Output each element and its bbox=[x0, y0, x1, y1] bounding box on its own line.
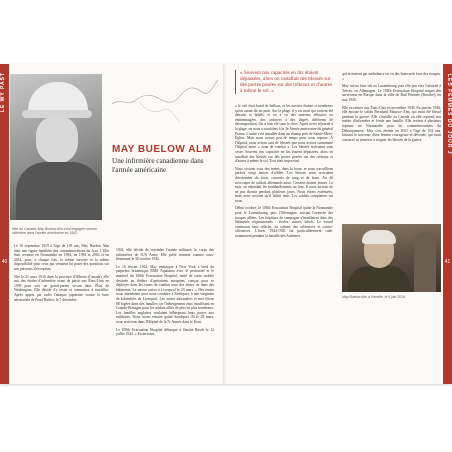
paragraph: Le 16 février 1944, May embarque à New York à bord du paquebot britannique RMS Aquitania avec le personnel et le matériel du 108th Evacuation Hospital, unité de soins mobile destinée au théâtre d'opérations européen, conçue pour se déployer dans les zones de combat sous des tentes ou dans des bâtiments. Le navire arrive à Liverpool le 23 mars. « Des tentes nous attendaient pour nous conduire à Southport, à une vingtaine de kilomètres de Liverpool. Les autres infirmières et moi étions 88 logées dans des familles car l'hébergement était insuffisant en Grande-Bretagne pour les soldats alliés de plus en plus nombreux. Les familles anglaises voulaient hébergeant leurs portes aux militaires. Nous avons ensuite quitté Southport. Et le 29 mars, nous arrivions dans l'Hôpital de la 7e Armée dans le Kent. bbox=[116, 264, 214, 324]
paragraph: qui arrivaient par ambulance ou en des brancards hors des troupes. » bbox=[342, 72, 441, 81]
nurse-uniform bbox=[16, 162, 102, 220]
paragraph: 1941, elle décide de rejoindre l'armée militaire, le corps des infirmières de l'US Army. Elle prête serment comme sous-lieutenant le 30 octobre 1942. bbox=[116, 248, 214, 262]
chapter-subtitle: Une infirmière canadienne dans l'armée américaine bbox=[112, 157, 204, 174]
person-name-heading: MAY BUELOW ALM bbox=[112, 144, 212, 155]
left-column-1 bbox=[14, 244, 109, 305]
paragraph: « le ciel était lourd de ballons, et les navires étaient si nombreux qu'on aurait dit un pont. Sur la plage, il y en avait qui avaient été détruits et brûlés, et on a vu des maisons détruites ou endommagées, des cadavres à des degrés différents de décomposition. On a tous été sous le choc. Après avoir séjourné à la plage, on nous a conduites à la 3e Armée américaine du général Patton. L'unité s'est installée dans un champ près de Sainte-Mère-Église. Mais nous avions peu de temps pour nous reposer. À l'hôpital, nous avions tant de blessés que nous avions surnommé l'hôpital notre « zone de combat ». Les blessés arrivaient sans cesse. Souvent nos capacités en lits étaient dépassées, alors on installait des blessés sur des portes posées sur des tréteaux et d'autres à même le sol. Tout était improvisé. bbox=[235, 104, 333, 164]
right-column-1 bbox=[235, 104, 333, 242]
right-page bbox=[226, 64, 452, 384]
paragraph: Début octobre, le 108th Evacuation Hospital quitte la Normandie pour le Luxembourg, puis l'Allemagne, suivant l'avancée des troupes alliées. Les hôpitaux de campagne s'installaient dans des bâtiments réquisitionnés : écoles, usines, hôtels. Le travail continuait sans relâche, au rythme des offensives et contre-offensives. L'hiver 1944-1945 fut particulièrement rude, notamment pendant la bataille des Ardennes. bbox=[235, 206, 333, 239]
paragraph: May suivra bien sûr au Luxembourg puis elle peu vers Leisured à Trèves, en Allemagne. Le 108th Evacuation Hospital soigne des survivants en Europe dans la ville de Bad Wiessee (Bavière), en mai 1945. bbox=[342, 84, 441, 102]
left-edge-strip bbox=[0, 64, 9, 384]
right-column-2 bbox=[342, 72, 441, 145]
background-person bbox=[414, 232, 436, 292]
right-edge-text: LES FEMMES DU JOUR J bbox=[446, 74, 452, 155]
white-hair bbox=[362, 230, 396, 244]
left-page bbox=[0, 64, 224, 384]
portrait-caption: Née au Canada, May Buelow Alm s'est engagée comme infirmière dans l'armée américaine en 1942. bbox=[12, 227, 97, 236]
paragraph: Le 16 septembre 1919 à l'âge de 103 ans, May Buelow Alm était une figure familière des commémorations du Jour J. Elle était revenue en Normandie en 1994, en 1994 et 2004 et en 2014, pour, à chaque fois, la même ouverte et la même disponibilité pour ceux qui venaient lui poser des questions sur son parcours d'exception. bbox=[14, 244, 109, 271]
photo-caption-2014: May Buelow Alm à Vierville, le 6 juin 2014. bbox=[342, 295, 406, 299]
paragraph: Elle va rentrer aux États-Unis en novembre 1945. En janvier 1946, elle épouse le soldat Bernhard Maurice Alm, qui avait été blessé pendant la guerre. Elle s'installe au Canada où elle reprend son métier d'infirmière et fonde une famille. Elle revient à plusieurs reprises en Normandie pour les commémorations du Débarquement. May s'est éteinte en 2021 à l'âge de 104 ans, laissant le souvenir d'une femme courageuse et dévouée, qui avait consacré sa jeunesse à soigner les blessés de la guerre. bbox=[342, 105, 441, 142]
paragraph: Née le 21 mars 1916 dans la province d'Alberta (Canada), elle suit des études d'infirmière avant de partir aux États-Unis en 1939 pour voir un grand-parent vivant dans l'État de Washington. Elle décide d'y rester et commence à travailler. Après appris par radio l'attaque japonaise contre la base aéronavale de Pearl Harbor, le 7 décembre bbox=[14, 274, 109, 302]
right-edge-strip bbox=[443, 64, 452, 384]
paragraph: Le 108th Evacuation Hospital débarque à Omaha Beach le 12 juillet 1944. « En arrivant, bbox=[116, 327, 214, 337]
left-edge-text: LE WY PAST bbox=[0, 72, 6, 113]
left-page-number: 40 bbox=[1, 259, 8, 265]
book-spread bbox=[0, 64, 452, 384]
left-column-2 bbox=[116, 248, 214, 340]
elderly-nurse-photo bbox=[342, 224, 441, 292]
nurse-portrait-photo bbox=[10, 74, 102, 220]
paragraph: Nous vivions sous des tentes, dans la boue, et nous travaillions parfois vingt heures d'affilée. Les blessés nous arrivaient directement du front, couverts de sang et de boue. J'ai dû m'occuper de soldats allemands aussi. Certains étaient jeunes. La nuit, on entendait les bombardements au loin. Il nous arrivait de ne pas dormir pendant plusieurs jours. Nous étions exténuées, mais nous savions qu'il fallait tenir. Les soldats comptaient sur nous. bbox=[235, 166, 333, 203]
right-page-number: 41 bbox=[444, 259, 451, 265]
map-outline-illustration bbox=[110, 76, 220, 126]
uniform-jacket bbox=[348, 266, 410, 292]
pull-quote: « Souvent nos capacités en lits étaient dépassées, alors on installait des blessés sur des portes posées sur des tréteaux et d'autres à même le sol. » bbox=[235, 70, 333, 94]
nurse-face bbox=[36, 116, 78, 164]
